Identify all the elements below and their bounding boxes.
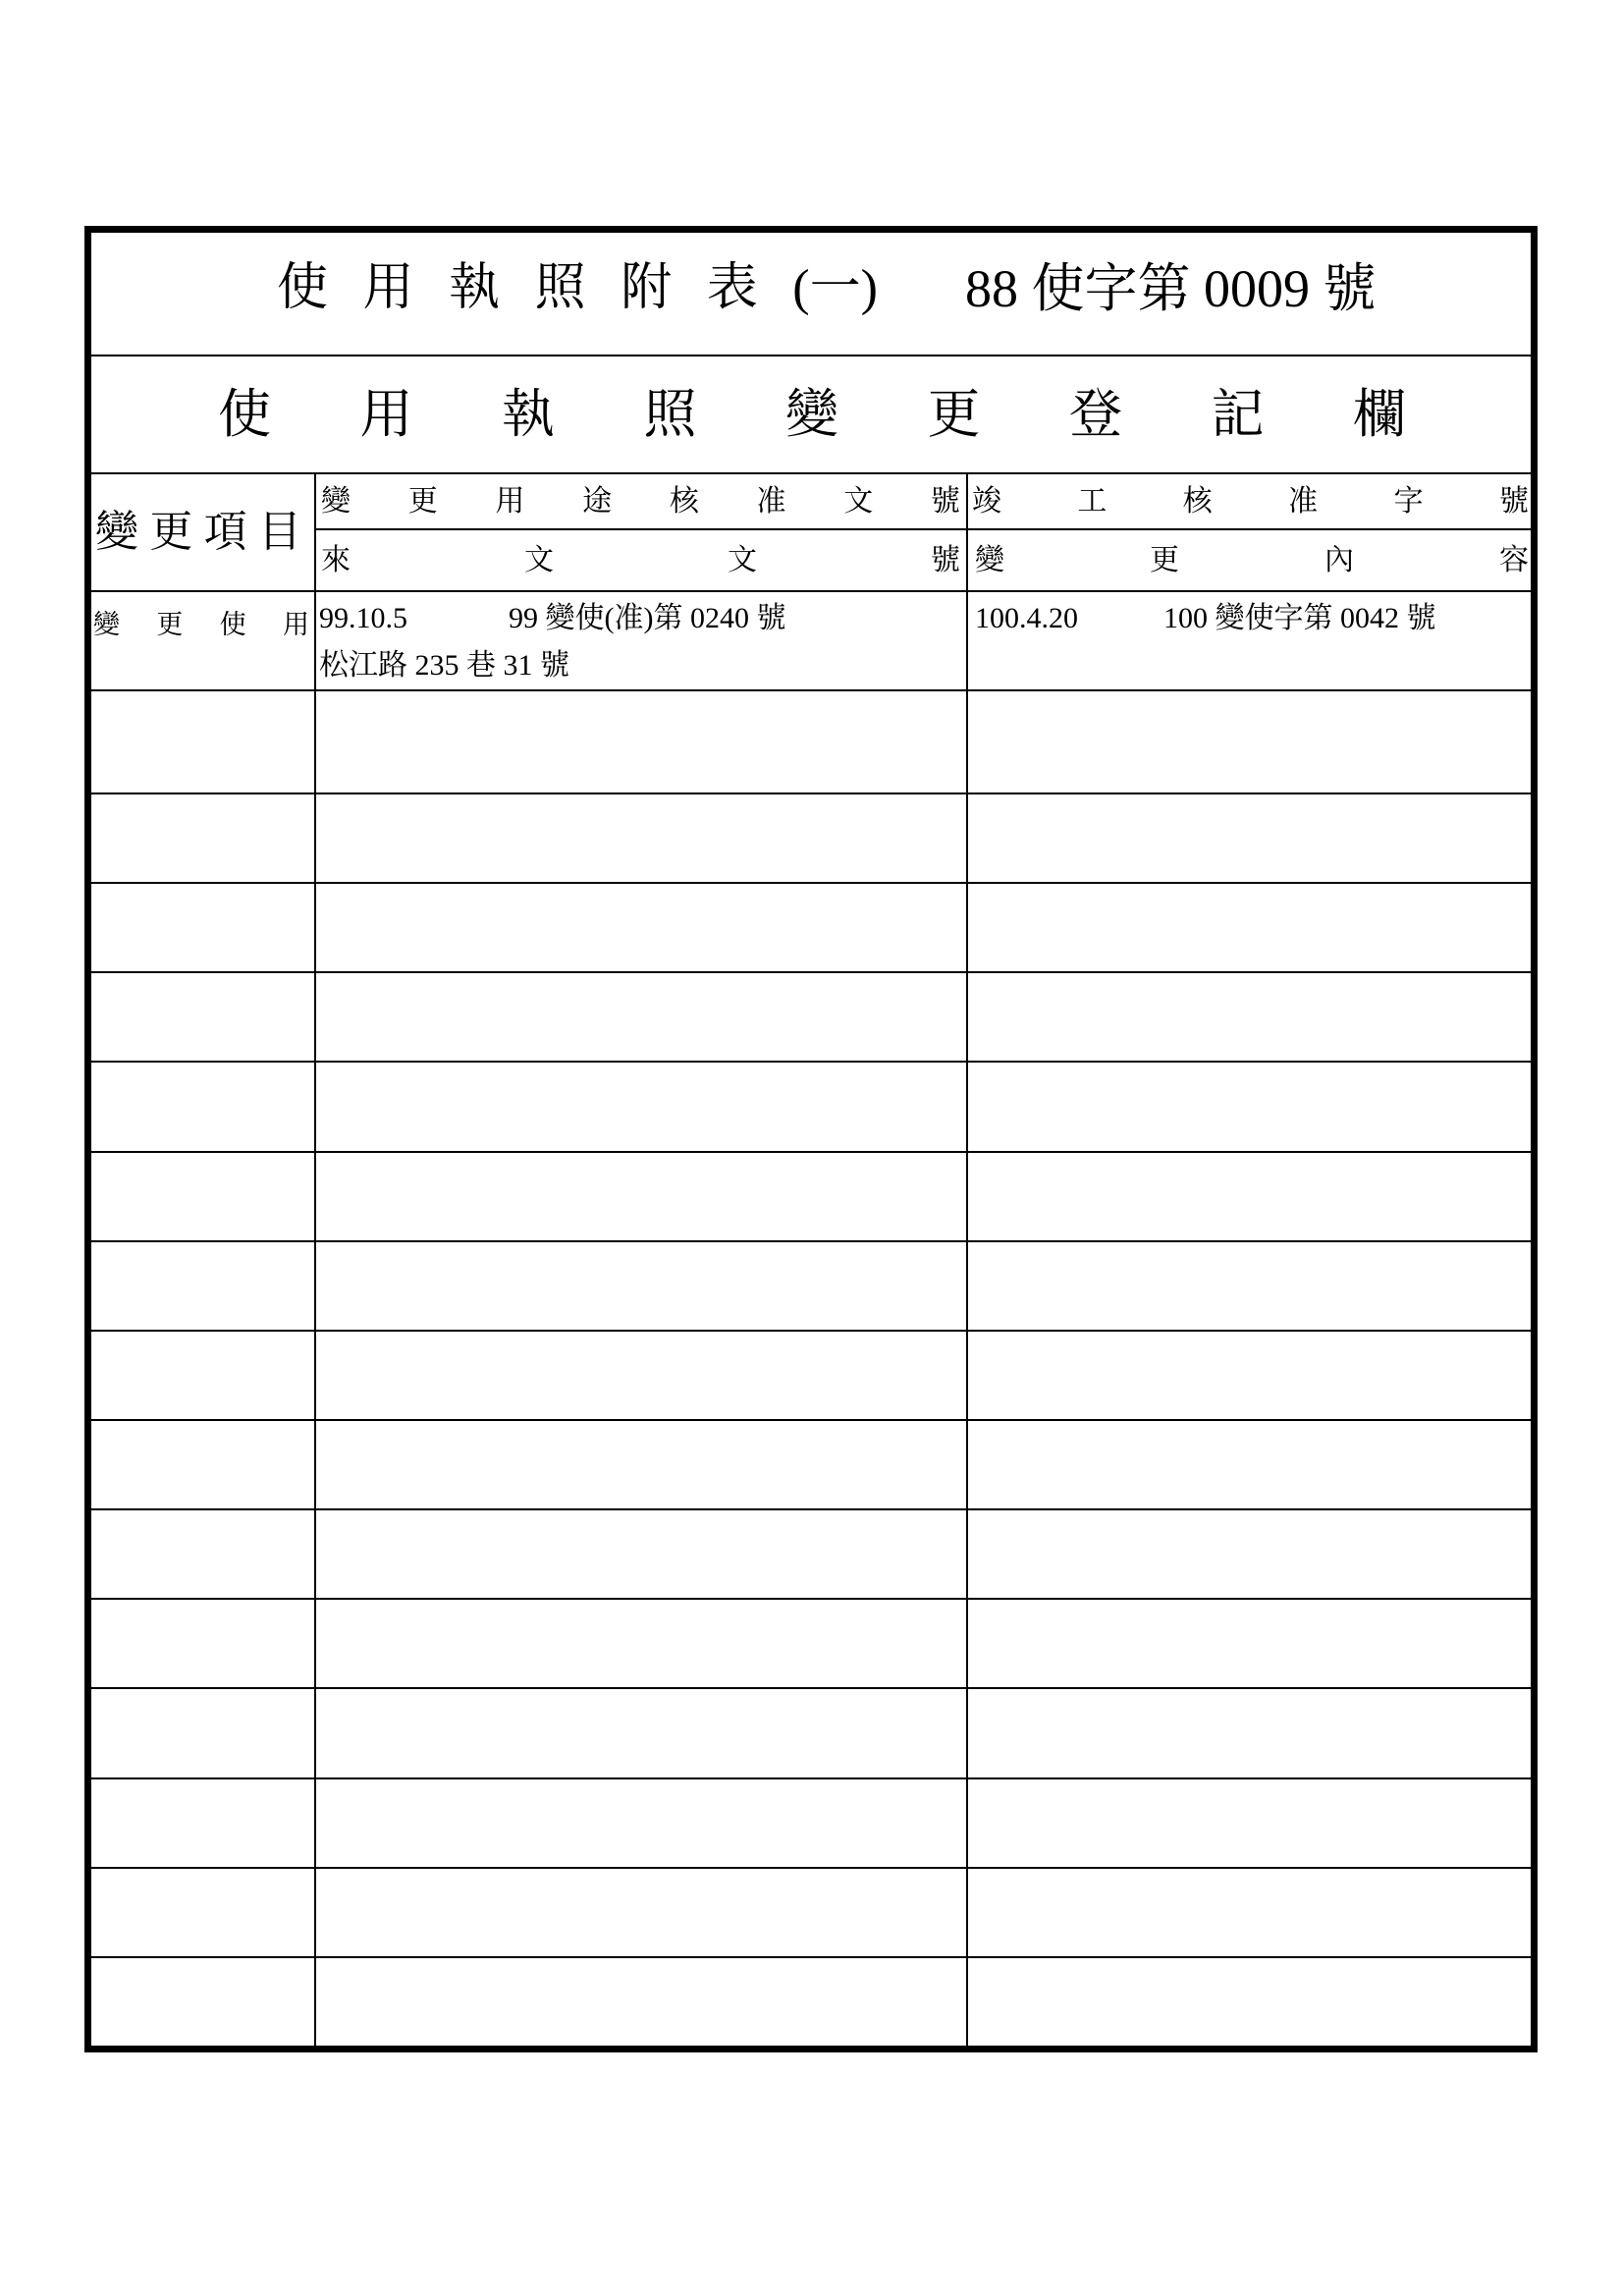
blank-cell <box>91 1153 316 1240</box>
subtitle-row <box>91 356 1531 474</box>
blank-cell <box>316 1332 968 1419</box>
header-completion-cell <box>968 474 1531 590</box>
blank-cell <box>968 1958 1531 2046</box>
blank-table-row <box>91 1689 1531 1778</box>
blank-cell <box>968 973 1531 1061</box>
blank-cell <box>91 973 316 1061</box>
header-approval-top <box>316 474 966 530</box>
blank-cell <box>968 1689 1531 1777</box>
blank-table-row <box>91 1153 1531 1242</box>
blank-cell <box>316 1153 968 1240</box>
blank-cell <box>91 1063 316 1150</box>
form-name: 使 用 執 照 附 表 (一) <box>277 260 878 316</box>
blank-cell <box>91 794 316 882</box>
title-row <box>91 233 1531 356</box>
header-row <box>91 474 1531 592</box>
blank-cell <box>968 794 1531 882</box>
license-number: 88 使字第 0009 號 <box>965 259 1377 318</box>
header-approval-doc-no: 變 更 用 途 核 准 文 號 <box>321 484 960 518</box>
table-row <box>91 592 1531 691</box>
blank-cell <box>91 1332 316 1419</box>
blank-cell <box>316 1779 968 1867</box>
blank-cell <box>316 691 968 793</box>
blank-cell <box>968 1242 1531 1330</box>
entry-completion-no: 100 變使字第 0042 號 <box>1163 602 1436 634</box>
header-approval-bottom <box>316 530 966 590</box>
blank-table-row <box>91 884 1531 973</box>
blank-cell <box>968 1869 1531 1956</box>
blank-cell <box>91 1421 316 1508</box>
blank-cell <box>316 973 968 1061</box>
header-change-content: 變 更 內 容 <box>975 543 1529 576</box>
blank-cell <box>968 1063 1531 1150</box>
blank-rows <box>91 691 1531 2046</box>
blank-cell <box>968 691 1531 793</box>
entry-item-cell <box>91 592 316 689</box>
header-item-cell <box>91 474 316 590</box>
blank-table-row <box>91 1421 1531 1510</box>
blank-cell <box>91 1689 316 1777</box>
blank-table-row <box>91 1958 1531 2046</box>
blank-table-row <box>91 1242 1531 1332</box>
entry-address-line <box>319 642 966 689</box>
entry-completion-line <box>975 595 1531 642</box>
entry-approval-date: 99.10.5 <box>319 602 407 634</box>
header-completion-top <box>968 474 1531 530</box>
blank-cell <box>316 1421 968 1508</box>
blank-cell <box>91 1958 316 2046</box>
entry-approval-no: 99 變使(准)第 0240 號 <box>509 602 786 634</box>
blank-cell <box>91 1510 316 1598</box>
header-incoming-doc-no: 來 文 文 號 <box>321 543 960 576</box>
entry-completion-cell <box>968 592 1531 689</box>
header-approval-cell <box>316 474 968 590</box>
blank-table-row <box>91 1063 1531 1152</box>
blank-table-row <box>91 1779 1531 1869</box>
blank-cell <box>91 1779 316 1867</box>
blank-cell <box>968 1421 1531 1508</box>
blank-cell <box>91 1600 316 1687</box>
blank-table-row <box>91 1332 1531 1421</box>
blank-cell <box>316 1510 968 1598</box>
blank-cell <box>316 794 968 882</box>
blank-table-row <box>91 794 1531 884</box>
blank-table-row <box>91 973 1531 1063</box>
entry-approval-cell <box>316 592 968 689</box>
blank-cell <box>968 1332 1531 1419</box>
blank-cell <box>316 1869 968 1956</box>
blank-cell <box>316 1600 968 1687</box>
blank-cell <box>91 884 316 971</box>
blank-table-row <box>91 691 1531 794</box>
blank-table-row <box>91 1600 1531 1689</box>
blank-cell <box>316 1689 968 1777</box>
blank-cell <box>968 1510 1531 1598</box>
blank-table-row <box>91 1510 1531 1600</box>
header-completion-no: 竣 工 核 准 字 號 <box>972 484 1529 518</box>
entry-address: 松江路 235 巷 31 號 <box>319 649 569 682</box>
blank-cell <box>316 1063 968 1150</box>
blank-cell <box>91 1242 316 1330</box>
blank-cell <box>968 1153 1531 1240</box>
table-title: 使 用 執 照 變 更 登 記 欄 <box>218 385 1406 444</box>
entry-completion-date: 100.4.20 <box>975 602 1078 634</box>
header-completion-bottom <box>968 530 1531 590</box>
header-change-item: 變 更 項 目 <box>95 508 301 556</box>
blank-cell <box>316 1242 968 1330</box>
blank-cell <box>91 1869 316 1956</box>
blank-cell <box>316 1958 968 2046</box>
license-change-register-table <box>84 226 1538 2052</box>
blank-table-row <box>91 1869 1531 1958</box>
blank-cell <box>968 1779 1531 1867</box>
blank-cell <box>316 884 968 971</box>
blank-cell <box>968 1600 1531 1687</box>
blank-cell <box>968 884 1531 971</box>
entry-change-item: 變 更 使 用 <box>93 610 309 639</box>
entry-approval-line <box>319 595 966 642</box>
blank-cell <box>91 691 316 793</box>
